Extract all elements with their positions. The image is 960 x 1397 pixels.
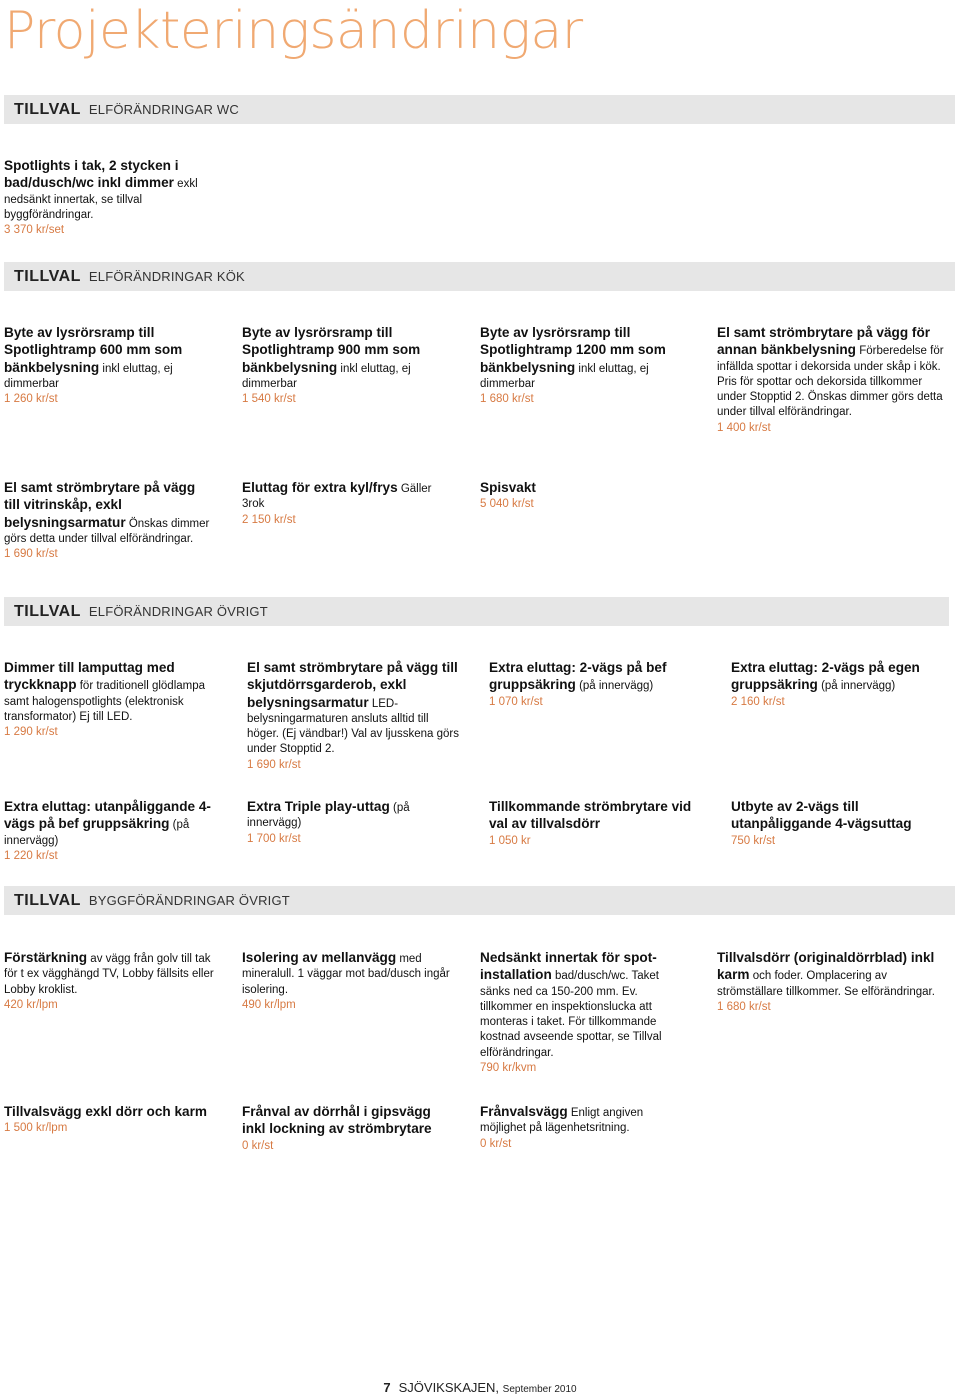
option-item: Tillvalsvägg exkl dörr och karm 1 500 kr/lpm <box>4 1104 207 1135</box>
section-key: TILLVAL <box>14 891 81 909</box>
option-item: Utbyte av 2-vägs till utanpåliggande 4-vägsuttag 750 kr/st <box>731 799 912 847</box>
section-header-kok <box>4 262 955 291</box>
option-item: Frånval av dörrhål i gipsvägg inkl lockning av strömbrytare 0 kr/st <box>242 1104 432 1152</box>
price: 2 150 kr/st <box>242 513 296 526</box>
price: 1 690 kr/st <box>247 758 301 771</box>
page-footer <box>0 1380 960 1395</box>
price: 490 kr/lpm <box>242 998 296 1011</box>
section-sub: ELFÖRÄNDRINGAR KÖK <box>88 269 245 284</box>
option-item: Dimmer till lamputtag med tryckknapp för traditionell glödlampa samt halogenspotlights (elektronisk transformator) Ej till LED. 1 290 kr/st <box>4 660 206 739</box>
footer-date: September 2010 <box>502 1384 577 1395</box>
section-header-bygg <box>4 886 955 915</box>
section-key: TILLVAL <box>14 602 81 620</box>
section-header-wc <box>4 95 955 124</box>
price: 1 680 kr/st <box>480 393 534 406</box>
option-item: Isolering av mellanvägg med mineralull. 1 väggar mot bad/dusch ingår isolering. 490 kr/lpm <box>242 950 450 1011</box>
brand-name: SJÖVIKSKAJEN, <box>398 1380 500 1395</box>
price: 1 500 kr/lpm <box>4 1122 68 1135</box>
section-key: TILLVAL <box>14 100 81 118</box>
option-item: El samt strömbrytare på vägg för annan bänkbelysning Förberedelse för infällda spottar i dekorsida under skåp i kök. Pris för spottar och dekorsida tillkommer under Stopptid 2. Önskas dimmer görs detta under tillval elförändringar. 1 400 kr/st <box>717 325 944 434</box>
price: 1 540 kr/st <box>242 393 296 406</box>
option-item: Byte av lysrörsramp till Spotlightramp 600 mm som bänkbelysning inkl eluttag, ej dimmerbar 1 260 kr/st <box>4 325 183 406</box>
section-sub: BYGGFÖRÄNDRINGAR ÖVRIGT <box>88 893 290 908</box>
section-header-ovrigt <box>4 597 949 626</box>
price: 1 220 kr/st <box>4 849 58 862</box>
option-item: Extra eluttag: 2-vägs på bef gruppsäkring (på innervägg) 1 070 kr/st <box>489 660 667 708</box>
option-item: Byte av lysrörsramp till Spotlightramp 1200 mm som bänkbelysning inkl eluttag, ej dimmerbar 1 680 kr/st <box>480 325 666 406</box>
price: 1 700 kr/st <box>247 832 301 845</box>
price: 3 370 kr/set <box>4 224 65 237</box>
page-number: 7 <box>383 1380 391 1395</box>
option-item: Spotlights i tak, 2 stycken i bad/dusch/wc inkl dimmer exkl nedsänkt innertak, se tillval byggförändringar. 3 370 kr/set <box>4 158 198 237</box>
option-item: Byte av lysrörsramp till Spotlightramp 900 mm som bänkbelysning inkl eluttag, ej dimmerbar 1 540 kr/st <box>242 325 421 406</box>
option-item: Förstärkning av vägg från golv till tak för t ex vägghängd TV, Lobby fällsits eller Lobby kroklist. 420 kr/lpm <box>4 950 214 1011</box>
option-item: Tillkommande strömbrytare vid val av tillvalsdörr 1 050 kr <box>489 799 692 847</box>
price: 750 kr/st <box>731 834 776 847</box>
option-item: Spisvakt 5 040 kr/st <box>480 480 536 511</box>
option-item: Eluttag för extra kyl/frys Gäller 3rok 2 150 kr/st <box>242 480 432 526</box>
price: 1 260 kr/st <box>4 393 58 406</box>
option-item: Extra Triple play-uttag (på innervägg) 1 700 kr/st <box>247 799 410 845</box>
page-title: Projekteringsändringar <box>4 1 583 61</box>
price: 1 070 kr/st <box>489 695 543 708</box>
section-key: TILLVAL <box>14 267 81 285</box>
option-item: Extra eluttag: 2-vägs på egen gruppsäkring (på innervägg) 2 160 kr/st <box>731 660 920 708</box>
price: 1 680 kr/st <box>717 1000 771 1013</box>
option-item: El samt strömbrytare på vägg till vitrinskåp, exkl belysningsarmatur Önskas dimmer görs detta under tillval elförändringar. 1 690 kr/st <box>4 480 210 561</box>
section-sub: ELFÖRÄNDRINGAR ÖVRIGT <box>88 604 268 619</box>
section-sub: ELFÖRÄNDRINGAR WC <box>88 102 239 117</box>
option-item: Extra eluttag: utanpåliggande 4-vägs på bef gruppsäkring (på innervägg) 1 220 kr/st <box>4 799 211 862</box>
option-item: Nedsänkt innertak för spot-installation bad/dusch/wc. Taket sänks ned ca 150-200 mm. Ev. tillkommer en inspektionslucka att monteras i taket. För tillkommande kostnad avseende spottar, se Tillval elförändringar. 790 kr/kvm <box>480 950 662 1075</box>
option-item: El samt strömbrytare på vägg till skjutdörrsgarderob, exkl belysningsarmatur LED-belysningarmaturen ansluts alltid till höger. (Ej vändbar!) Val av ljusskena görs under Stopptid 2. 1 690 kr/st <box>247 660 460 771</box>
price: 5 040 kr/st <box>480 498 534 511</box>
price: 790 kr/kvm <box>480 1062 537 1075</box>
price: 0 kr/st <box>242 1139 274 1152</box>
price: 1 400 kr/st <box>717 421 771 434</box>
price: 1 290 kr/st <box>4 726 58 739</box>
price: 0 kr/st <box>480 1137 512 1150</box>
price: 2 160 kr/st <box>731 695 785 708</box>
option-item: Tillvalsdörr (originaldörrblad) inkl karm och foder. Omplacering av strömställare tillkommer. Se elförändringar. 1 680 kr/st <box>717 950 935 1013</box>
price: 1 690 kr/st <box>4 548 58 561</box>
price: 420 kr/lpm <box>4 998 58 1011</box>
option-item: Frånvalsvägg Enligt angiven möjlighet på lägenhetsritning. 0 kr/st <box>480 1104 644 1150</box>
price: 1 050 kr <box>489 834 531 847</box>
